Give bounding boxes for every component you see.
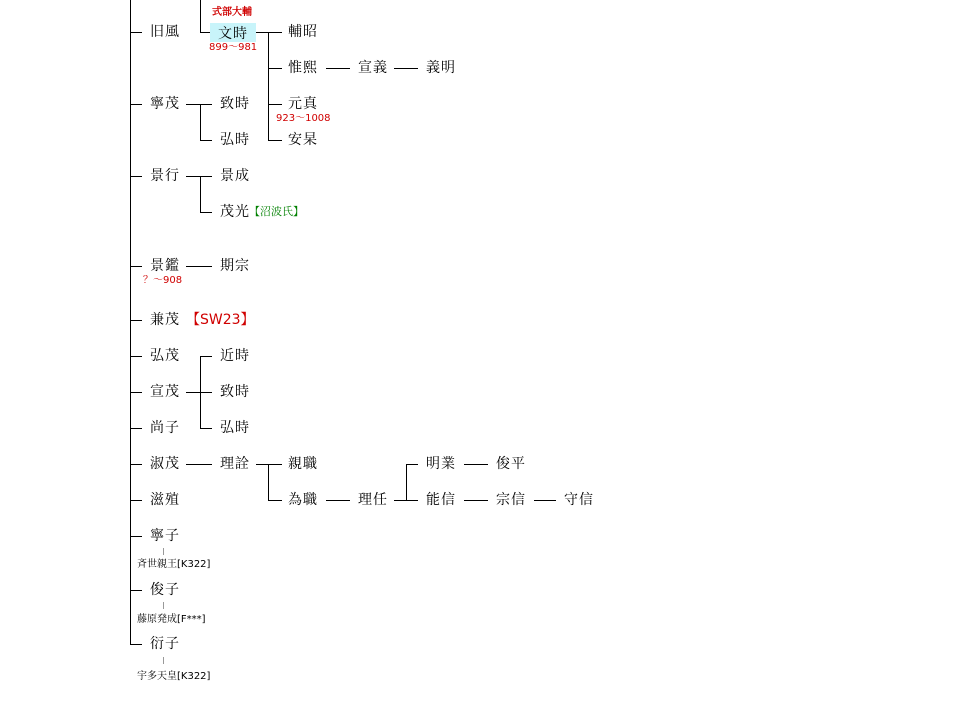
person-name: 景行 [150,168,180,184]
office-title: 式部大輔 [212,7,252,18]
life-years: ？～908 [143,275,183,286]
person-name: 俊子 [150,582,180,598]
person-name: 俊平 [496,456,526,472]
person-name: 兼茂 [150,312,180,328]
person-name: 理詮 [220,456,250,472]
person-name: 致時 [220,384,250,400]
person-name: 義明 [426,60,456,76]
person-name: 淑茂 [150,456,180,472]
person-name: 致時 [220,96,250,112]
spouse-name: 宇多天皇[K322] [137,671,211,682]
life-years: 899～981 [209,42,258,53]
person-name: 期宗 [220,258,250,274]
person-name: 寧茂 [150,96,180,112]
person-name: 近時 [220,348,250,364]
person-name: 弘茂 [150,348,180,364]
person-name: 茂光 [220,204,250,220]
clan-note: 【沼波氏】 [249,205,304,218]
person-name: 景鑑 [150,258,180,274]
person-name: 元真 [288,96,318,112]
person-name: 尚子 [150,420,180,436]
life-years: 923～1008 [276,113,331,124]
person-name: 安杲 [288,132,318,148]
person-name: 輔昭 [288,24,318,40]
person-name: 弘時 [220,132,250,148]
spouse-name: 斉世親王[K322] [137,559,211,570]
person-name: 衍子 [150,636,180,652]
person-name: 能信 [426,492,456,508]
reference-code: 【SW23】 [186,312,255,328]
person-name: 守信 [564,492,594,508]
person-name: 宣義 [358,60,388,76]
highlighted-person-name: 文時 [210,23,256,42]
person-name: 弘時 [220,420,250,436]
person-name: 宣茂 [150,384,180,400]
person-name: 理任 [358,492,388,508]
person-name: 惟熙 [288,60,318,76]
spouse-name: 藤原発成[F***] [137,614,206,625]
person-name: 旧風 [150,24,180,40]
person-name: 寧子 [150,528,180,544]
person-name: 明業 [426,456,456,472]
person-name: 景成 [220,168,250,184]
person-name: 親職 [288,456,318,472]
person-name: 滋殖 [150,492,180,508]
person-name: 為職 [288,492,318,508]
person-name: 宗信 [496,492,526,508]
